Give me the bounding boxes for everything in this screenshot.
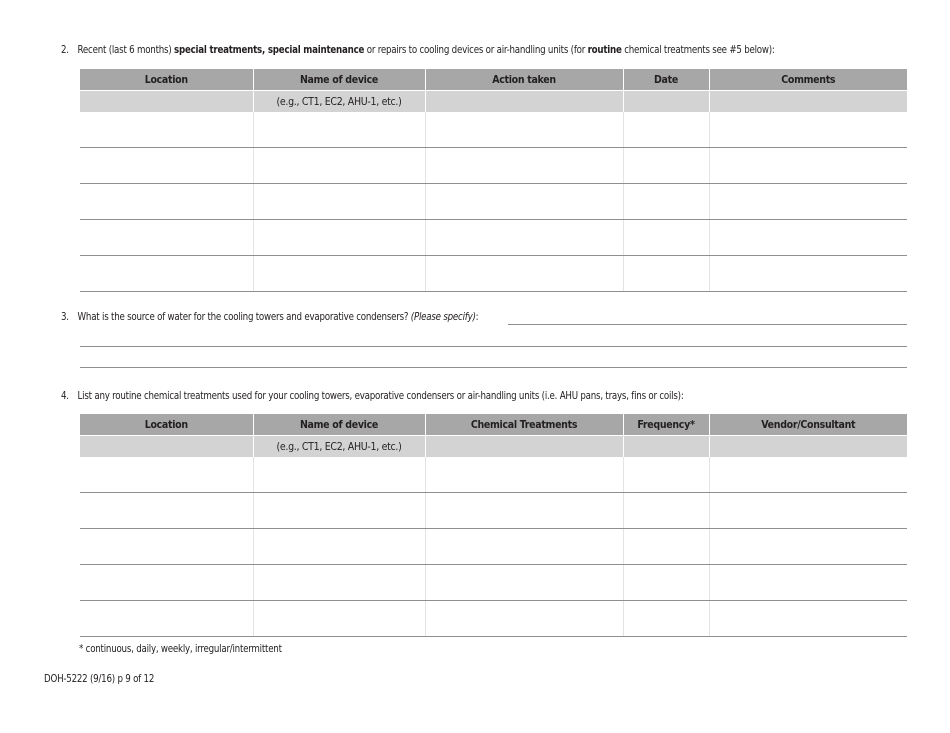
table-row [80,220,907,256]
location-cell[interactable] [80,601,253,637]
date-cell[interactable] [623,220,709,256]
location-cell[interactable] [80,493,253,529]
column-header-vendor: Vendor/Consultant [709,414,907,436]
frequency-footnote: * continuous, daily, weekly, irregular/intermittent [79,643,282,655]
date-cell[interactable] [623,148,709,184]
water-source-answer-line-2[interactable] [80,346,907,347]
chemical-cell[interactable] [425,565,623,601]
date-cell[interactable] [623,184,709,220]
frequency-cell[interactable] [623,601,709,637]
frequency-cell[interactable] [623,529,709,565]
water-source-answer-line-1[interactable] [508,324,907,325]
table-row [80,256,907,292]
action-cell[interactable] [425,112,623,148]
location-cell[interactable] [80,256,253,292]
action-cell[interactable] [425,220,623,256]
location-cell[interactable] [80,148,253,184]
location-cell[interactable] [80,457,253,493]
chemical-cell[interactable] [425,457,623,493]
chemical-treatments-table [80,414,907,637]
table-subheader-row [80,436,907,458]
date-cell[interactable] [623,256,709,292]
question-2-text: 2. Recent (last 6 months) special treatments, special maintenance or repairs to cooling devices or air-handling units (for routine chemical treatments see #5 below): [61,44,775,56]
table-header-row [80,69,907,91]
table-row [80,148,907,184]
column-header-device: Name of device [253,414,425,436]
table-row [80,184,907,220]
action-cell[interactable] [425,148,623,184]
frequency-cell[interactable] [623,493,709,529]
column-header-location: Location [80,414,253,436]
device-cell[interactable] [253,184,425,220]
column-header-device: Name of device [253,69,425,91]
chemical-cell[interactable] [425,493,623,529]
column-header-comments: Comments [709,69,907,91]
table-subheader-row [80,91,907,113]
location-cell[interactable] [80,112,253,148]
device-cell[interactable] [253,493,425,529]
device-cell[interactable] [253,457,425,493]
question-number: 3. [61,311,69,323]
column-header-chemical-treatments: Chemical Treatments [425,414,623,436]
table-row [80,529,907,565]
action-cell[interactable] [425,256,623,292]
vendor-cell[interactable] [709,493,907,529]
question-3-text: 3. What is the source of water for the cooling towers and evaporative condensers? (Please specify): [61,311,479,323]
device-example-hint: (e.g., CT1, EC2, AHU-1, etc.) [253,436,425,458]
column-header-date: Date [623,69,709,91]
question-number: 4. [61,390,69,402]
device-cell[interactable] [253,112,425,148]
comments-cell[interactable] [709,256,907,292]
table-row [80,565,907,601]
device-cell[interactable] [253,529,425,565]
device-cell[interactable] [253,256,425,292]
comments-cell[interactable] [709,220,907,256]
question-number: 2. [61,44,69,56]
action-cell[interactable] [425,184,623,220]
location-cell[interactable] [80,220,253,256]
form-id-page-footer: DOH-5222 (9/16) p 9 of 12 [44,673,155,685]
device-cell[interactable] [253,565,425,601]
vendor-cell[interactable] [709,601,907,637]
chemical-cell[interactable] [425,601,623,637]
table-header-row [80,414,907,436]
table-row [80,457,907,493]
table-row [80,112,907,148]
device-cell[interactable] [253,220,425,256]
water-source-answer-line-3[interactable] [80,367,907,368]
comments-cell[interactable] [709,148,907,184]
special-treatments-table [80,69,907,292]
device-cell[interactable] [253,148,425,184]
frequency-cell[interactable] [623,457,709,493]
vendor-cell[interactable] [709,529,907,565]
frequency-cell[interactable] [623,565,709,601]
column-header-action: Action taken [425,69,623,91]
comments-cell[interactable] [709,184,907,220]
table-row [80,601,907,637]
column-header-location: Location [80,69,253,91]
chemical-cell[interactable] [425,529,623,565]
date-cell[interactable] [623,112,709,148]
location-cell[interactable] [80,184,253,220]
location-cell[interactable] [80,529,253,565]
question-4-text: 4. List any routine chemical treatments used for your cooling towers, evaporative condensers or air-handling units (i.e. AHU pans, trays, fins or coils): [61,390,684,402]
device-cell[interactable] [253,601,425,637]
device-example-hint: (e.g., CT1, EC2, AHU-1, etc.) [253,91,425,113]
table-row [80,493,907,529]
column-header-frequency: Frequency* [623,414,709,436]
location-cell[interactable] [80,565,253,601]
vendor-cell[interactable] [709,457,907,493]
comments-cell[interactable] [709,112,907,148]
vendor-cell[interactable] [709,565,907,601]
